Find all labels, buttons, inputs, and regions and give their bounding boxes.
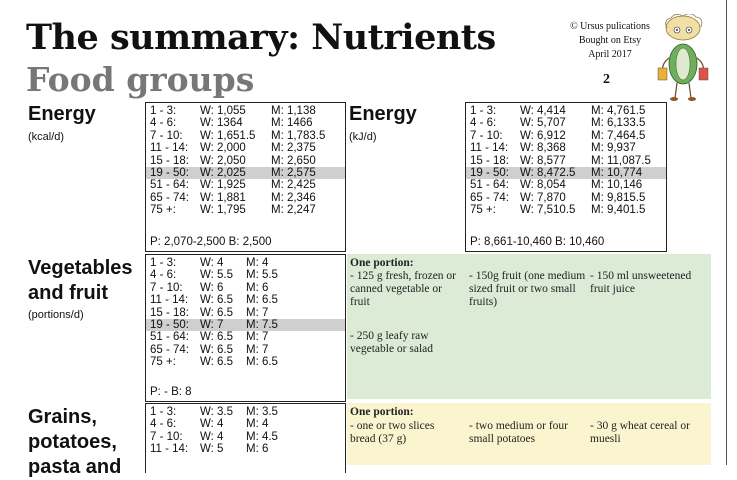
men-value-cell: M: 9,401.5 (591, 204, 646, 217)
women-value-cell: W: 6.5 (200, 343, 234, 356)
energy-kcal-unit: (kcal/d) (28, 131, 65, 143)
women-value-cell: W: 8,054 (520, 179, 566, 192)
table-row (146, 443, 345, 455)
energy-kj-table (465, 102, 667, 252)
women-value-cell: W: 1,651.5 (200, 129, 256, 142)
table-row (146, 105, 345, 117)
men-value-cell: M: 9,815.5 (591, 191, 646, 204)
men-value-cell: M: 7 (246, 331, 269, 344)
energy-kcal-title: Energy (28, 103, 96, 125)
men-value-cell: M: 11,087.5 (591, 154, 651, 167)
credit-line: April 2017 (588, 49, 632, 60)
age-group-cell: 19 - 50: (470, 166, 509, 179)
age-group-cell: 1 - 3: (150, 105, 177, 117)
men-value-cell: M: 6 (246, 281, 269, 294)
men-value-cell: M: 4 (246, 418, 269, 431)
age-group-cell: 51 - 64: (150, 179, 189, 192)
table-row (466, 192, 666, 204)
age-group-cell: 7 - 10: (470, 129, 503, 142)
men-value-cell: M: 4.5 (246, 430, 278, 443)
age-group-cell: 7 - 10: (150, 430, 183, 443)
women-value-cell: W: 6.5 (200, 294, 234, 307)
women-value-cell: W: 7,510.5 (520, 204, 576, 217)
table-row (466, 117, 666, 129)
table-footer: P: - B: 8 (150, 386, 192, 398)
men-value-cell: M: 5.5 (246, 269, 278, 282)
table-row (146, 344, 345, 356)
table-row (146, 418, 345, 430)
age-group-cell: 11 - 14: (470, 142, 509, 155)
women-value-cell: W: 2,000 (200, 142, 246, 155)
age-group-cell: 1 - 3: (470, 105, 497, 117)
energy-kcal-table (145, 102, 346, 252)
men-value-cell: M: 6 (246, 443, 269, 456)
age-group-cell: 19 - 50: (150, 166, 189, 179)
age-group-cell: 4 - 6: (150, 269, 177, 282)
women-value-cell: W: 1,881 (200, 191, 246, 204)
grains-table (145, 403, 346, 473)
vegetables-portion-item: - 250 g leafy raw vegetable or salad (350, 330, 434, 355)
table-row (146, 192, 345, 204)
men-value-cell: M: 1,138 (271, 105, 316, 117)
men-value-cell: M: 2,650 (271, 154, 316, 167)
table-row (146, 269, 345, 281)
women-value-cell: W: 1,055 (200, 105, 246, 117)
women-value-cell: W: 6.5 (200, 356, 234, 369)
men-value-cell: M: 7,464.5 (591, 129, 646, 142)
mascot-illustration (655, 14, 711, 102)
grains-portion-item: - 30 g wheat cereal or muesli (590, 420, 690, 445)
men-value-cell: M: 3.5 (246, 406, 278, 418)
age-group-cell: 75 +: (150, 204, 176, 217)
age-group-cell: 75 +: (470, 204, 496, 217)
table-row (146, 406, 345, 418)
table-row (146, 130, 345, 142)
women-value-cell: W: 4,414 (520, 105, 566, 117)
grains-title: pasta and (28, 456, 122, 478)
age-group-cell: 51 - 64: (150, 331, 189, 344)
vegetables-unit: (portions/d) (28, 309, 84, 321)
grains-title: Grains, (28, 406, 97, 428)
table-row (146, 179, 345, 191)
age-group-cell: 51 - 64: (470, 179, 509, 192)
men-value-cell: M: 6.5 (246, 294, 278, 307)
women-value-cell: W: 2,025 (200, 166, 246, 179)
women-value-cell: W: 1,925 (200, 179, 246, 192)
table-row (466, 105, 666, 117)
credit-block (548, 20, 672, 62)
age-group-cell: 75 +: (150, 356, 176, 369)
women-value-cell: W: 4 (200, 257, 224, 269)
vegetables-portion-item: - 125 g fresh, frozen or canned vegetable or fruit (350, 270, 457, 308)
table-row (146, 257, 345, 269)
table-row (146, 294, 345, 306)
table-row (466, 130, 666, 142)
women-value-cell: W: 6.5 (200, 306, 234, 319)
vegetables-title: and fruit (28, 282, 108, 304)
women-value-cell: W: 4 (200, 430, 224, 443)
women-value-cell: W: 6.5 (200, 331, 234, 344)
women-value-cell: W: 5,707 (520, 117, 566, 130)
credit-line: Bought on Etsy (578, 35, 642, 46)
age-group-cell: 19 - 50: (150, 318, 189, 331)
grains-portion-header: One portion: (350, 406, 414, 418)
age-group-cell: 65 - 74: (150, 191, 189, 204)
men-value-cell: M: 1,783.5 (271, 129, 326, 142)
table-row (146, 204, 345, 216)
age-group-cell: 11 - 14: (150, 142, 189, 155)
table-row (466, 167, 666, 179)
women-value-cell: W: 4 (200, 418, 224, 431)
men-value-cell: M: 4 (246, 257, 269, 269)
women-value-cell: W: 8,577 (520, 154, 566, 167)
women-value-cell: W: 5.5 (200, 269, 234, 282)
table-row (466, 142, 666, 154)
vegetables-title: Vegetables (28, 257, 133, 279)
credit-line: © Ursus pulications (570, 21, 650, 32)
vegetables-portion-item: - 150 ml unsweetened fruit juice (590, 270, 692, 295)
men-value-cell: M: 10,146 (591, 179, 643, 192)
table-row (146, 356, 345, 368)
grains-title: potatoes, (28, 431, 117, 453)
men-value-cell: M: 6.5 (246, 356, 278, 369)
page-title: The summary: Nutrients (26, 17, 496, 58)
women-value-cell: W: 8,472.5 (520, 166, 576, 179)
age-group-cell: 4 - 6: (150, 418, 177, 431)
age-group-cell: 65 - 74: (470, 191, 509, 204)
men-value-cell: M: 2,575 (271, 166, 316, 179)
men-value-cell: M: 2,346 (271, 191, 316, 204)
age-group-cell: 7 - 10: (150, 281, 183, 294)
table-row (466, 204, 666, 216)
women-value-cell: W: 2,050 (200, 154, 246, 167)
energy-kj-unit: (kJ/d) (349, 131, 377, 143)
table-row (146, 142, 345, 154)
age-group-cell: 11 - 14: (150, 294, 189, 307)
table-row (146, 282, 345, 294)
women-value-cell: W: 1,795 (200, 204, 246, 217)
women-value-cell: W: 7,870 (520, 191, 566, 204)
men-value-cell: M: 2,425 (271, 179, 316, 192)
men-value-cell: M: 7 (246, 343, 269, 356)
vegetables-table (145, 254, 346, 402)
age-group-cell: 1 - 3: (150, 257, 177, 269)
age-group-cell: 1 - 3: (150, 406, 177, 418)
age-group-cell: 4 - 6: (150, 117, 177, 130)
table-footer: P: 8,661-10,460 B: 10,460 (470, 236, 605, 248)
page-number: 2 (603, 72, 610, 87)
women-value-cell: W: 6 (200, 281, 224, 294)
table-footer: P: 2,070-2,500 B: 2,500 (150, 236, 272, 248)
energy-kj-title: Energy (349, 103, 417, 125)
men-value-cell: M: 2,375 (271, 142, 316, 155)
men-value-cell: M: 7.5 (246, 318, 278, 331)
women-value-cell: W: 5 (200, 443, 224, 456)
table-row (466, 155, 666, 167)
grains-portion-item: - two medium or four small potatoes (469, 420, 569, 445)
men-value-cell: M: 4,761.5 (591, 105, 646, 117)
men-value-cell: M: 1466 (271, 117, 313, 130)
table-row (146, 319, 345, 331)
table-row (146, 307, 345, 319)
women-value-cell: W: 3.5 (200, 406, 234, 418)
women-value-cell: W: 6,912 (520, 129, 566, 142)
table-row (146, 167, 345, 179)
table-row (146, 331, 345, 343)
men-value-cell: M: 7 (246, 306, 269, 319)
men-value-cell: M: 10,774 (591, 166, 643, 179)
age-group-cell: 15 - 18: (470, 154, 509, 167)
table-row (146, 155, 345, 167)
age-group-cell: 65 - 74: (150, 343, 189, 356)
grains-portion-item: - one or two slices bread (37 g) (350, 420, 435, 445)
vegetables-portion-item: - 150g fruit (one medium sized fruit or two small fruits) (469, 270, 586, 308)
age-group-cell: 11 - 14: (150, 443, 189, 456)
table-row (466, 179, 666, 191)
table-row (146, 431, 345, 443)
men-value-cell: M: 2,247 (271, 204, 316, 217)
age-group-cell: 4 - 6: (470, 117, 497, 130)
women-value-cell: W: 8,368 (520, 142, 566, 155)
vegetables-portion-header: One portion: (350, 257, 414, 269)
table-row (146, 117, 345, 129)
page-subtitle: Food groups (26, 60, 255, 99)
men-value-cell: M: 9,937 (591, 142, 636, 155)
age-group-cell: 15 - 18: (150, 154, 189, 167)
women-value-cell: W: 7 (200, 318, 224, 331)
age-group-cell: 15 - 18: (150, 306, 189, 319)
women-value-cell: W: 1364 (200, 117, 243, 130)
age-group-cell: 7 - 10: (150, 129, 183, 142)
men-value-cell: M: 6,133.5 (591, 117, 646, 130)
